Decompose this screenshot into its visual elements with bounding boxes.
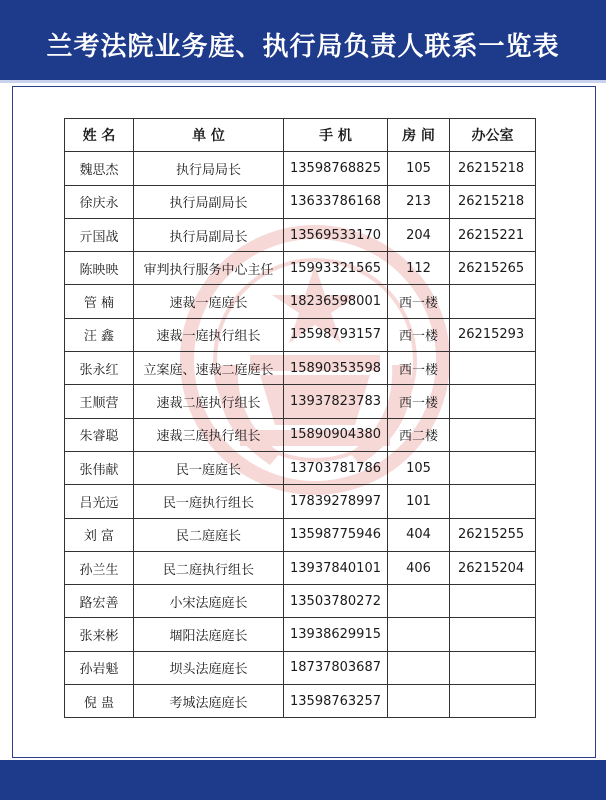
table-row [65, 585, 536, 618]
cell-room [388, 685, 450, 718]
cell-phone: 18236598001 [284, 285, 388, 318]
cell-unit: 考城法庭庭长 [134, 685, 284, 718]
table-row [65, 152, 536, 185]
cell-phone: 13937840101 [284, 551, 388, 584]
cell-room [388, 585, 450, 618]
cell-unit: 坝头法庭庭长 [134, 651, 284, 684]
cell-name: 路宏善 [65, 585, 134, 618]
cell-office [450, 685, 536, 718]
table-row [65, 551, 536, 584]
cell-unit: 堌阳法庭庭长 [134, 618, 284, 651]
header-unit: 单 位 [134, 119, 284, 152]
cell-room [388, 618, 450, 651]
cell-office [450, 451, 536, 484]
cell-unit: 民一庭执行组长 [134, 485, 284, 518]
cell-name: 亓国战 [65, 218, 134, 251]
cell-phone: 13633786168 [284, 185, 388, 218]
cell-office [450, 418, 536, 451]
cell-office [450, 485, 536, 518]
cell-room: 西一楼 [388, 318, 450, 351]
cell-name: 刘 富 [65, 518, 134, 551]
cell-name: 徐庆永 [65, 185, 134, 218]
cell-unit: 民二庭执行组长 [134, 551, 284, 584]
cell-name: 陈映映 [65, 252, 134, 285]
cell-room: 西一楼 [388, 352, 450, 385]
header-divider [0, 80, 606, 83]
cell-phone: 13598793157 [284, 318, 388, 351]
cell-unit: 民二庭庭长 [134, 518, 284, 551]
cell-phone: 13503780272 [284, 585, 388, 618]
table-row [65, 318, 536, 351]
table-row [65, 185, 536, 218]
cell-office: 26215255 [450, 518, 536, 551]
cell-office: 26215265 [450, 252, 536, 285]
cell-unit: 民一庭庭长 [134, 451, 284, 484]
cell-phone: 13938629915 [284, 618, 388, 651]
table-row [65, 618, 536, 651]
cell-office [450, 618, 536, 651]
cell-room: 406 [388, 551, 450, 584]
cell-phone: 15890904380 [284, 418, 388, 451]
cell-phone: 13598768825 [284, 152, 388, 185]
page-title: 兰考法院业务庭、执行局负责人联系一览表 [46, 32, 560, 62]
table-row [65, 352, 536, 385]
table-row [65, 451, 536, 484]
cell-office [450, 285, 536, 318]
cell-unit: 速裁三庭执行组长 [134, 418, 284, 451]
cell-phone: 13598775946 [284, 518, 388, 551]
cell-office: 26215218 [450, 185, 536, 218]
cell-name: 王顺营 [65, 385, 134, 418]
cell-phone: 13703781786 [284, 451, 388, 484]
table-row [65, 252, 536, 285]
cell-name: 孙岩魁 [65, 651, 134, 684]
cell-office [450, 352, 536, 385]
cell-room: 西一楼 [388, 385, 450, 418]
cell-office [450, 385, 536, 418]
cell-name: 倪 蛊 [65, 685, 134, 718]
cell-unit: 速裁一庭执行组长 [134, 318, 284, 351]
cell-office: 26215204 [450, 551, 536, 584]
cell-office: 26215293 [450, 318, 536, 351]
cell-room: 112 [388, 252, 450, 285]
table-row [65, 418, 536, 451]
cell-unit: 小宋法庭庭长 [134, 585, 284, 618]
cell-unit: 审判执行服务中心主任 [134, 252, 284, 285]
cell-room: 105 [388, 451, 450, 484]
cell-room: 404 [388, 518, 450, 551]
cell-unit: 立案庭、速裁二庭庭长 [134, 352, 284, 385]
footer-banner [0, 760, 606, 800]
table-row [65, 685, 536, 718]
cell-room: 西一楼 [388, 285, 450, 318]
contact-table [64, 118, 536, 718]
cell-unit: 执行局副局长 [134, 218, 284, 251]
cell-office [450, 651, 536, 684]
header-office: 办公室 [450, 119, 536, 152]
cell-phone: 13598763257 [284, 685, 388, 718]
cell-unit: 速裁二庭执行组长 [134, 385, 284, 418]
header-room: 房 间 [388, 119, 450, 152]
header-name: 姓 名 [65, 119, 134, 152]
cell-room [388, 651, 450, 684]
cell-name: 张伟献 [65, 451, 134, 484]
table-header-row [65, 119, 536, 152]
cell-name: 管 楠 [65, 285, 134, 318]
cell-office: 26215221 [450, 218, 536, 251]
cell-phone: 17839278997 [284, 485, 388, 518]
cell-phone: 13569533170 [284, 218, 388, 251]
table-row [65, 285, 536, 318]
header-phone: 手 机 [284, 119, 388, 152]
cell-unit: 执行局局长 [134, 152, 284, 185]
cell-name: 汪 鑫 [65, 318, 134, 351]
cell-name: 吕光远 [65, 485, 134, 518]
cell-unit: 速裁一庭庭长 [134, 285, 284, 318]
cell-office [450, 585, 536, 618]
cell-room: 105 [388, 152, 450, 185]
table-row [65, 485, 536, 518]
cell-room: 213 [388, 185, 450, 218]
cell-phone: 18737803687 [284, 651, 388, 684]
cell-office: 26215218 [450, 152, 536, 185]
cell-name: 孙兰生 [65, 551, 134, 584]
table-row [65, 385, 536, 418]
cell-name: 魏思杰 [65, 152, 134, 185]
table-row [65, 651, 536, 684]
cell-name: 张永红 [65, 352, 134, 385]
cell-phone: 15993321565 [284, 252, 388, 285]
table-row [65, 218, 536, 251]
cell-name: 张来彬 [65, 618, 134, 651]
cell-phone: 15890353598 [284, 352, 388, 385]
cell-name: 朱睿聪 [65, 418, 134, 451]
cell-room: 101 [388, 485, 450, 518]
cell-unit: 执行局副局长 [134, 185, 284, 218]
cell-phone: 13937823783 [284, 385, 388, 418]
table-row [65, 518, 536, 551]
cell-room: 西二楼 [388, 418, 450, 451]
cell-room: 204 [388, 218, 450, 251]
